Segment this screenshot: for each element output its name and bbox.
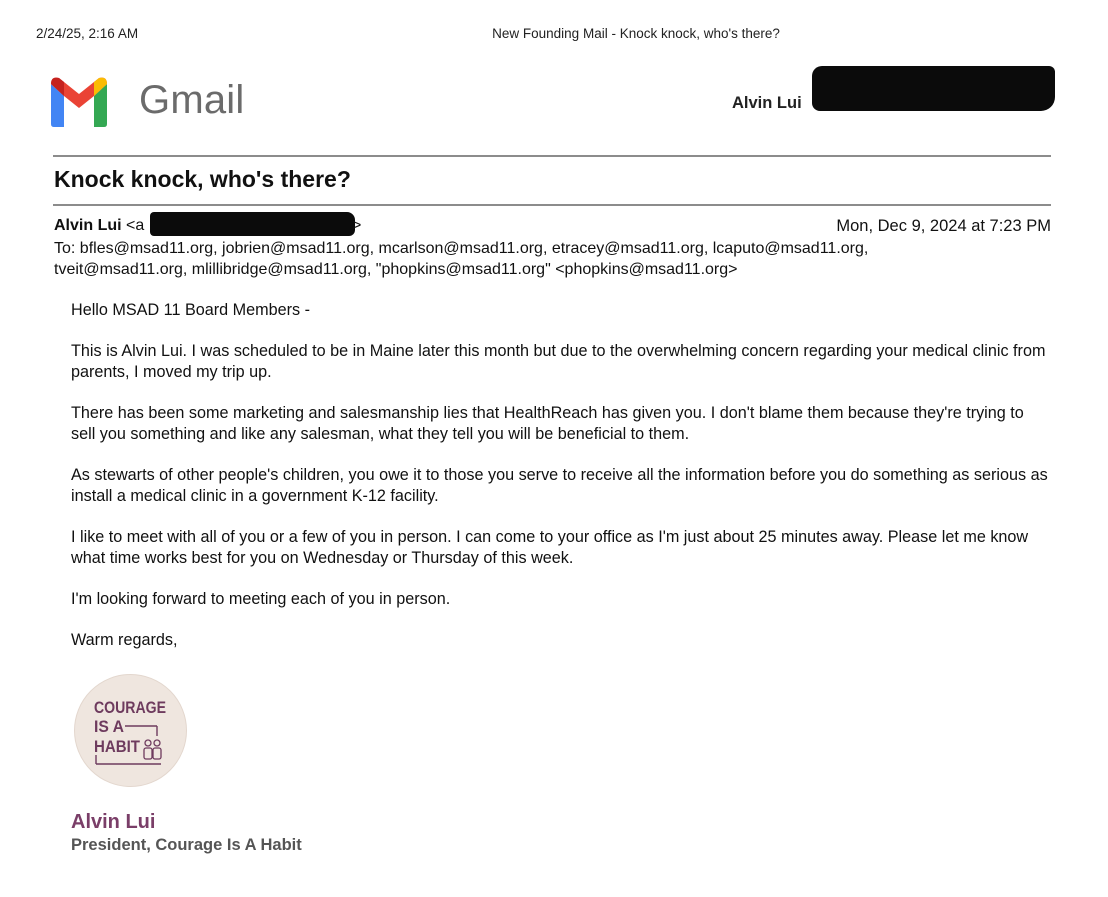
signature-name: Alvin Lui: [71, 811, 156, 833]
sender-name: Alvin Lui: [54, 217, 122, 234]
body-paragraph: There has been some marketing and salesmanship lies that HealthReach has given you. I don't blame them because they're trying to sell you something and like any salesman, what they tell you will be beneficial to them.: [71, 404, 1024, 443]
sender-email-close: >: [352, 217, 362, 234]
body-paragraph: I'm looking forward to meeting each of you in person.: [71, 590, 451, 608]
sender-email-open: <a: [126, 217, 145, 234]
print-page-title: New Founding Mail - Knock knock, who's there?: [492, 26, 780, 41]
body-paragraph: Warm regards,: [71, 631, 178, 649]
divider: [53, 155, 1051, 157]
body-paragraph: As stewarts of other people's children, you owe it to those you serve to receive all the information before you do something as serious as install a medical clinic in a government K-12 facility.: [71, 466, 1048, 505]
courage-is-a-habit-logo: [73, 673, 188, 788]
recipients-line: tveit@msad11.org, mlillibridge@msad11.org, "phopkins@msad11.org" <phopkins@msad11.org>: [54, 261, 738, 278]
email-body: [71, 300, 1051, 671]
sender-line: [54, 217, 144, 235]
body-paragraph: I like to meet with all of you or a few of you in person. I can come to your office as I'm just about 25 minutes away. Please let me know what time works best for you on Wednesday or Thursday of this week.: [71, 528, 1029, 567]
gmail-logo-icon: [47, 74, 111, 128]
body-paragraph: Hello MSAD 11 Board Members -: [71, 301, 310, 319]
print-datetime: 2/24/25, 2:16 AM: [36, 26, 139, 41]
logo-text-is-a: IS A: [94, 717, 124, 736]
gmail-wordmark: Gmail: [139, 78, 245, 122]
recipients: [54, 238, 1044, 280]
recipients-line: To: bfles@msad11.org, jobrien@msad11.org, mcarlson@msad11.org, etracey@msad11.org, lcaputo@msad11.org,: [54, 240, 869, 257]
redaction-bar: [812, 66, 1055, 111]
divider: [53, 204, 1051, 206]
logo-text-courage: COURAGE: [94, 698, 166, 717]
email-subject: Knock knock, who's there?: [54, 166, 351, 192]
body-paragraph: This is Alvin Lui. I was scheduled to be in Maine later this month but due to the overwhelming concern regarding your medical clinic from parents, I moved my trip up.: [71, 342, 1046, 381]
account-name: Alvin Lui: [732, 94, 802, 112]
logo-text-habit: HABIT: [94, 737, 141, 756]
sent-date: Mon, Dec 9, 2024 at 7:23 PM: [836, 217, 1051, 235]
print-header: [0, 26, 1108, 44]
redaction-bar: [150, 212, 355, 236]
signature-title: President, Courage Is A Habit: [71, 836, 302, 854]
